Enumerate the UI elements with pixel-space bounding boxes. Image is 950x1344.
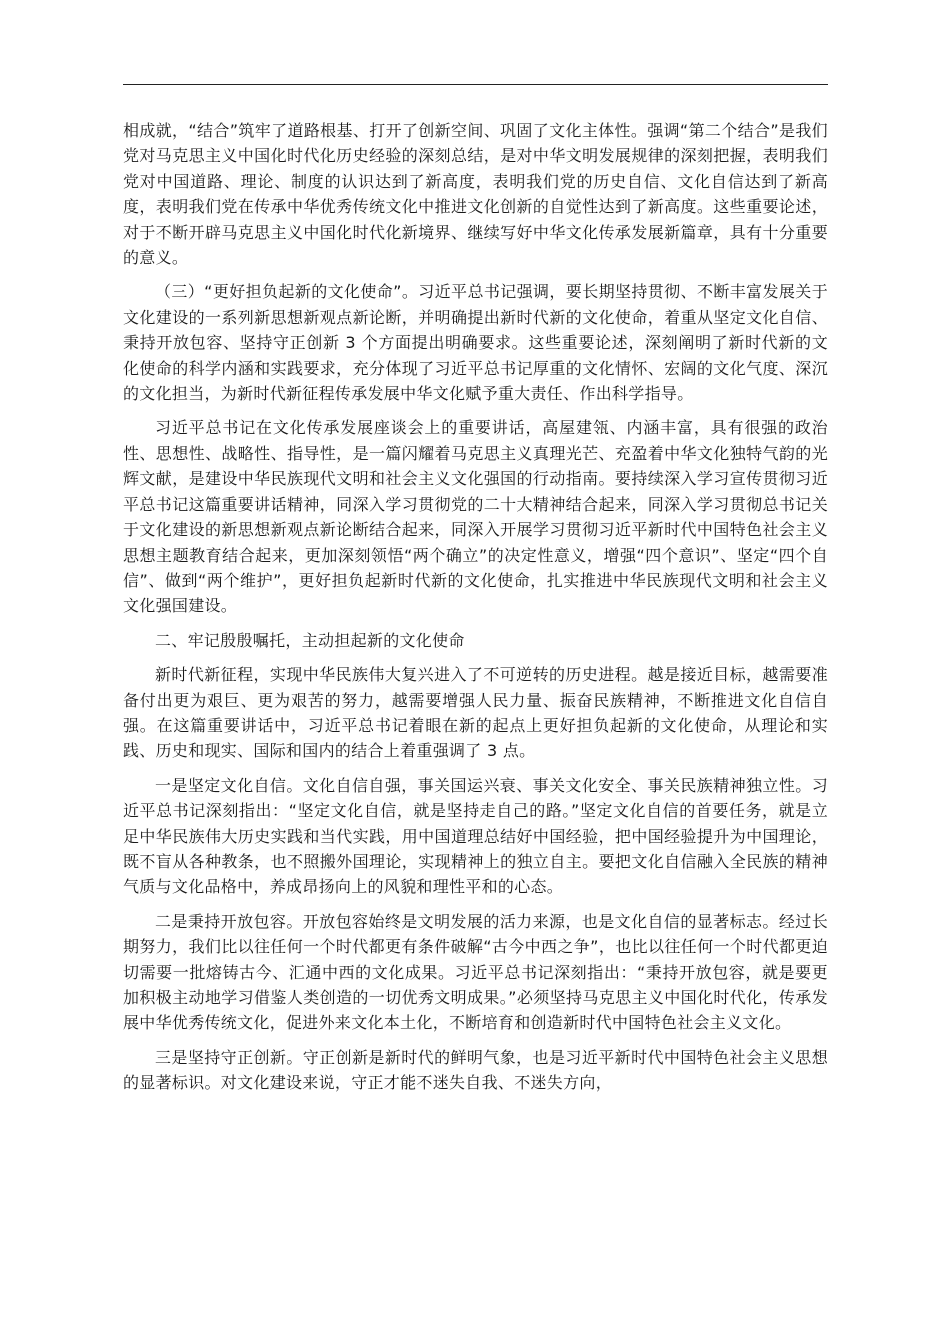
paragraph-continuation: 相成就，“结合”筑牢了道路根基、打开了创新空间、巩固了文化主体性。强调“第二个结合”是我们党对马克思主义中国化时代化历史经验的深刻总结，是对中华文明发展规律的深刻把握，表明我们党对中国道路、理论、制度的认识达到了新高度，表明我们党的历史自信、文化自信达到了新高度，表明我们党在传承中华优秀传统文化中推进文化创新的自觉性达到了新高度。这些重要论述，对于不断开辟马克思主义中国化时代化新境界、继续写好中华文化传承发展新篇章，具有十分重要的意义。 xyxy=(123,121,828,268)
paragraph-point-three: 三是坚持守正创新。守正创新是新时代的鲜明气象，也是习近平新时代中国特色社会主义思想的显著标识。对文化建设来说，守正才能不迷失自我、不迷失方向， xyxy=(123,1047,828,1093)
section-heading-two: 二、牢记殷殷嘱托，主动担起新的文化使命 xyxy=(155,630,465,650)
paragraph-point-one: 一是坚定文化自信。文化自信自强，事关国运兴衰、事关文化安全、事关民族精神独立性。习近平总书记深刻指出：“坚定文化自信，就是坚持走自己的路。”坚定文化自信的首要任务，就是立足中华民族伟大历史实践和当代实践，用中国道理总结好中国经验，把中国经验提升为中国理论，既不盲从各种教条，也不照搬外国理论，实现精神上的独立自主。要把文化自信融入全民族的精神气质与文化品格中，养成昂扬向上的风貌和理性平和的心态。 xyxy=(123,775,828,897)
document-body xyxy=(123,118,828,1105)
header-divider xyxy=(123,84,828,85)
paragraph-section-three: （三）“更好担负起新的文化使命”。习近平总书记强调，要长期坚持贯彻、不断丰富发展关于文化建设的一系列新思想新观点新论断，并明确提出新时代新的文化使命，着重从坚定文化自信、秉持开放包容、坚持守正创新 3 个方面提出明确要求。这些重要论述，深刻阐明了新时代新的文化使命的科学内涵和实践要求，充分体现了习近平总书记厚重的文化情怀、宏阔的文化气度、深沉的文化担当，为新时代新征程传承发展中华文化赋予重大责任、作出科学指导。 xyxy=(123,282,828,404)
paragraph-new-era: 新时代新征程，实现中华民族伟大复兴进入了不可逆转的历史进程。越是接近目标，越需要准备付出更为艰巨、更为艰苦的努力，越需要增强人民力量、振奋民族精神，不断推进文化自信自强。在这篇重要讲话中，习近平总书记着眼在新的起点上更好担负起新的文化使命，从理论和实践、历史和现实、国际和国内的结合上着重强调了 3 点。 xyxy=(123,665,828,761)
paragraph-point-two: 二是秉持开放包容。开放包容始终是文明发展的活力来源，也是文化自信的显著标志。经过长期努力，我们比以往任何一个时代都更有条件破解“古今中西之争”，也比以往任何一个时代都更迫切需要一批熔铸古今、汇通中西的文化成果。习近平总书记深刻指出：“秉持开放包容，就是要更加积极主动地学习借鉴人类创造的一切优秀文明成果。”必须坚持马克思主义中国化时代化，传承发展中华优秀传统文化，促进外来文化本土化，不断培育和创造新时代中国特色社会主义文化。 xyxy=(123,911,828,1033)
paragraph-summary: 习近平总书记在文化传承发展座谈会上的重要讲话，高屋建瓴、内涵丰富，具有很强的政治性、思想性、战略性、指导性，是一篇闪耀着马克思主义真理光芒、充盈着中华文化独特气韵的光辉文献，是建设中华民族现代文明和社会主义文化强国的行动指南。要持续深入学习宣传贯彻习近平总书记这篇重要讲话精神，同深入学习贯彻党的二十大精神结合起来，同深入学习贯彻总书记关于文化建设的新思想新观点新论断结合起来，同深入开展学习贯彻习近平新时代中国特色社会主义思想主题教育结合起来，更加深刻领悟“两个确立”的决定性意义，增强“四个意识”、坚定“四个自信”、做到“两个维护”，更好担负起新时代新的文化使命，扎实推进中华民族现代文明和社会主义文化强国建设。 xyxy=(123,418,828,616)
